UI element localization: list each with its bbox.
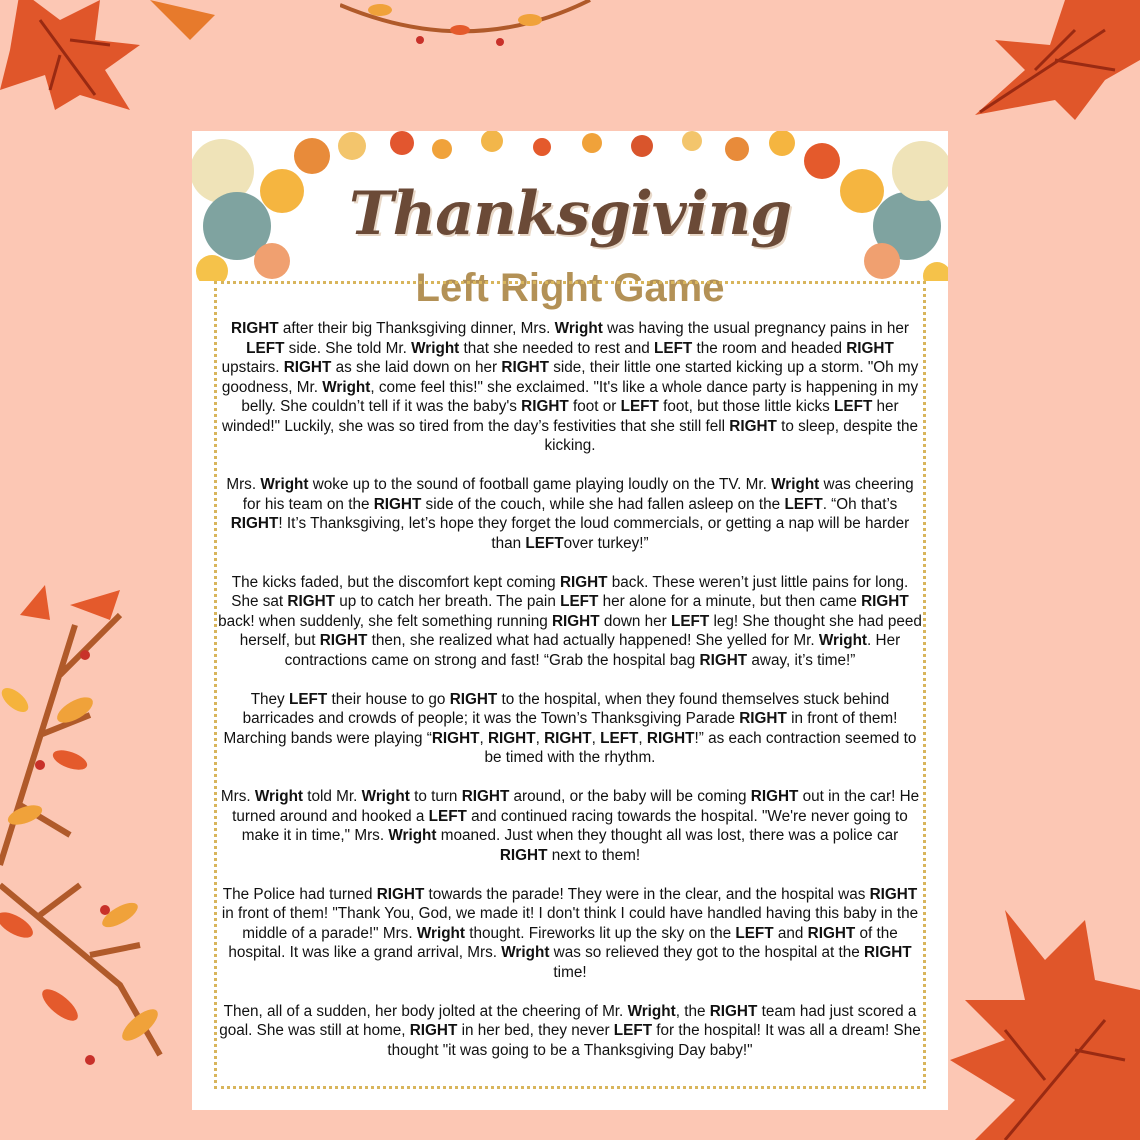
story-text-run: The Police had turned [222,885,377,903]
bold-keyword: LEFT [246,339,285,357]
bold-keyword: LEFT [671,612,710,630]
bold-keyword: Wright [411,339,460,357]
bold-keyword: Wright [260,476,309,493]
bold-keyword: RIGHT [861,593,909,610]
bold-keyword: RIGHT [869,885,918,903]
story-text-run: back! when suddenly, she felt something running [218,612,552,630]
story-paragraph [218,573,922,671]
maple-leaf-top-left [0,0,220,120]
story-text-run: to turn [409,788,462,805]
story-text-run: foot, but those little kicks [658,398,835,415]
bold-keyword: LEFT [428,807,467,825]
story-text-run: down her [599,612,672,630]
story-text-run: Then, all of a sudden, her body jolted at the cheering of Mr. [223,1002,628,1020]
bold-keyword: RIGHT [319,632,368,649]
story-text-run: upstairs. [221,359,284,376]
story-text-run: out in the car! He turned around and hooked a [232,788,920,825]
story-text-run: her winded!" Luckily, she was so tired from the day’s festivities that she still fell [221,398,899,435]
story-text-run: moaned. Just when they thought all was lost, there was a police car [436,827,899,844]
story-text-run: was so relieved they got to the hospital at the [549,944,865,961]
story-text-run: leg! She thought she had peed herself, but [239,612,922,649]
story-text-run: was having the usual pregnancy pains in her [602,320,909,337]
bold-keyword: RIGHT [739,710,787,727]
bold-keyword: Wright [416,924,465,942]
bold-keyword: LEFT [654,339,693,357]
bold-keyword: RIGHT [431,729,480,747]
story-text-run: foot or [568,398,621,415]
story-paragraph [218,319,922,456]
bold-keyword: LEFT [613,1022,653,1039]
title-script: Thanksgiving [348,179,792,249]
story-paragraph [218,1002,922,1061]
bold-keyword: RIGHT [864,944,912,961]
bold-keyword: RIGHT [559,573,608,591]
bold-keyword: Wright [501,944,550,961]
story-text-run: away, it’s time!” [747,651,856,669]
story-paragraph [218,787,922,865]
story-text-run: to sleep, despite the kicking. [544,417,919,454]
story-text-run: next to them! [547,846,641,864]
bold-keyword: RIGHT [487,729,536,747]
bold-keyword: Wright [254,788,304,805]
bold-keyword: RIGHT [373,495,422,513]
story-text-run: team had just scored a goal. She was still at home, [219,1002,917,1039]
story-text-run: around, or the baby will be coming [509,788,751,805]
bold-keyword: RIGHT [750,788,799,805]
bold-keyword: RIGHT [501,359,549,376]
bold-keyword: Wright [554,320,603,337]
bold-keyword: LEFT [525,534,564,552]
bold-keyword: RIGHT [551,612,600,630]
bold-keyword: Wright [818,632,868,649]
story-text-run: in her bed, they never [457,1022,614,1039]
story-text-run: in front of them! "Thank You, God, we made it! I don't think I could have handled having this baby in the middle of a parade!" Mrs. [221,905,919,942]
story-text-run: . “Oh that’s [822,495,898,513]
bold-keyword: LEFT [620,398,659,415]
bold-keyword: Wright [388,827,437,844]
story-text-run: time! [553,963,587,981]
bold-keyword: RIGHT [287,593,336,610]
story-text-run: They [250,690,289,708]
bold-keyword: RIGHT [461,788,510,805]
story-text-run: back. These weren’t just little pains for long. She sat [231,573,909,610]
maple-leaf-top-right [955,0,1140,125]
bold-keyword: LEFT [600,729,639,747]
story-text-run: , [479,729,488,747]
story-text-run: to the hospital, when they found themselves stuck behind barricades and crowds of people; it was the Town’s Thanksgiving Parade [242,690,890,727]
story-text-run: for the hospital! It was all a dream! She thought "it was going to be a Thanksgiving Day baby!" [387,1022,921,1059]
title-subtitle: Left Right Game [415,266,725,310]
story-text-run: the room and headed [692,339,847,357]
bold-keyword: RIGHT [376,885,425,903]
story-text-run: . Her contractions came on strong and fast! “Grab the hospital bag [284,632,901,669]
story-text [218,319,922,1080]
bold-keyword: RIGHT [231,320,279,337]
bold-keyword: RIGHT [283,359,332,376]
bold-keyword: LEFT [735,924,774,942]
story-text-run: towards the parade! They were in the clear, and the hospital was [424,885,870,903]
story-paragraph [218,475,922,553]
story-text-run: thought. Fireworks lit up the sky on the [464,924,736,942]
story-text-run: Mrs. [226,476,261,493]
bold-keyword: Wright [322,378,371,396]
story-text-run: The kicks faded, but the discomfort kept coming [231,573,560,591]
bold-keyword: RIGHT [709,1002,758,1020]
bold-keyword: LEFT [784,495,823,513]
story-text-run: ! It’s Thanksgiving, let’s hope they forget the loud commercials, or getting a nap will be harder than [278,515,910,552]
bold-keyword: RIGHT [449,690,498,708]
bold-keyword: Wright [771,476,820,493]
story-text-run: then, she realized what had actually happened! She yelled for Mr. [367,632,819,649]
branch-top-center [340,0,600,60]
bold-keyword: RIGHT [729,417,777,435]
story-text-run: !” as each contraction seemed to be timed with the rhythm. [484,729,917,766]
story-text-run: , come feel this!" she exclaimed. "It's like a whole dance party is happening in my belly. She couldn’t tell if it was the baby's [241,378,919,415]
story-text-run: was cheering for his team on the [242,476,914,513]
maple-leaf-bottom-right [945,900,1140,1140]
story-text-run: , [591,729,601,747]
story-text-run: their house to go [327,690,450,708]
game-sheet [192,131,948,1110]
story-text-run: side. She told Mr. [284,339,412,357]
story-text-run: after their big Thanksgiving dinner, Mrs. [278,320,555,337]
story-text-run: side, their little one started kicking up a storm. "Oh my goodness, Mr. [221,359,919,396]
story-text-run: , [535,729,545,747]
story-text-run: over turkey!” [563,534,649,552]
story-text-run: as she laid down on her [331,359,502,376]
story-text-run: , [638,729,647,747]
story-text-run: side of the couch, while she had fallen asleep on the [421,495,785,513]
story-text-run: , the [675,1002,710,1020]
bold-keyword: LEFT [288,690,328,708]
story-text-run: her alone for a minute, but then came [598,593,862,610]
story-text-run: and continued racing towards the hospital. "We're never going to make it in time," Mrs. [241,807,908,844]
bold-keyword: RIGHT [544,729,592,747]
bold-keyword: Wright [361,788,410,805]
bold-keyword: RIGHT [646,729,695,747]
branch-left [0,585,175,1075]
story-text-run: and [773,924,808,942]
bold-keyword: Wright [627,1002,676,1020]
bold-keyword: RIGHT [499,846,548,864]
bold-keyword: RIGHT [521,398,569,415]
bold-keyword: RIGHT [230,515,279,532]
story-text-run: that she needed to rest and [459,339,655,357]
bold-keyword: LEFT [834,398,873,415]
bold-keyword: RIGHT [699,651,748,669]
story-text-run: Mrs. [220,788,255,805]
story-text-run: up to catch her breath. The pain [335,593,561,610]
bold-keyword: RIGHT [807,924,856,942]
story-text-run: woke up to the sound of football game playing loudly on the TV. Mr. [308,476,772,493]
story-text-run: in front of them! Marching bands were playing “ [223,710,898,747]
story-text-run: of the hospital. It was like a grand arrival, Mrs. [228,924,898,961]
story-text-run: told Mr. [303,788,362,805]
story-paragraph [218,690,922,768]
bold-keyword: RIGHT [846,339,894,357]
bold-keyword: LEFT [560,593,599,610]
bold-keyword: RIGHT [409,1022,458,1039]
story-paragraph [218,885,922,983]
